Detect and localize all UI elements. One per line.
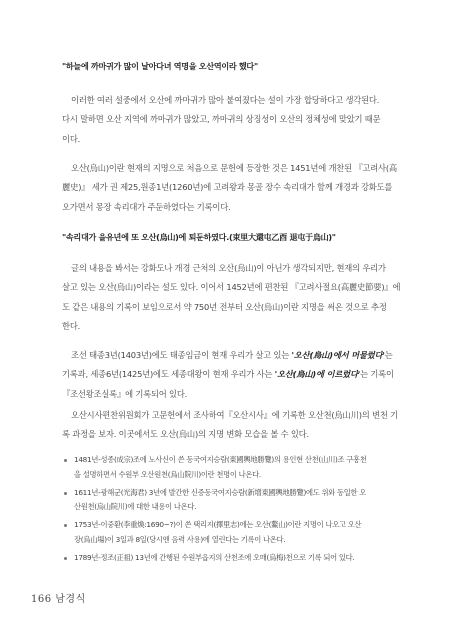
bullet-icon bbox=[64, 524, 67, 527]
paragraph-line: 『조선왕조실록』에 기록되어 있다. bbox=[62, 388, 188, 399]
bullet-icon bbox=[64, 557, 67, 560]
emphasis-text: '오산(烏山)에서 머물렀다' bbox=[291, 350, 385, 360]
paragraph-line: 한다. bbox=[62, 320, 81, 331]
bullet-icon bbox=[64, 492, 67, 495]
paragraph-1 bbox=[62, 91, 422, 149]
paragraph-line: 살고 있는 오산(烏山)이라는 설도 있다. 이어서 1452년에 편찬된 『고려사절요(高麗史節要)』에 bbox=[62, 282, 401, 293]
list-item: 1611년-광해군(光海君) 3년에 발간한 신증동국여지승람(新增東國輿地勝覽)에도 위와 동일한 오 산원천(烏山院川)에 대한 내용이 나온다. bbox=[62, 486, 414, 516]
paragraph-5 bbox=[62, 406, 422, 445]
list-item: 1789년-정조(正祖) 13년에 간행된 수원부읍지의 산천조에 오매(烏梅)천으로 기록 되어 있다. bbox=[62, 551, 414, 566]
paragraph-line: 이다. bbox=[62, 133, 81, 144]
emphasis-text: '오산(烏山)에 이르렀다' bbox=[274, 369, 361, 380]
quote-2: "속리대가 을유년에 또 오산(烏山)에 퇴둔하였다.(束里大還屯乙酉 退屯于烏山)" bbox=[62, 232, 336, 242]
paragraph-4 bbox=[62, 346, 422, 404]
paragraph-line: 오가면서 몽장 속리대가 주둔하였다는 기록이다. bbox=[62, 201, 231, 212]
page-footer: 166 남경식 bbox=[31, 594, 86, 605]
paragraph-2 bbox=[62, 159, 422, 217]
paragraph-line: 글의 내용을 봐서는 강화도나 개경 근처의 오산(烏山)이 아닌가 생각되지만, 현재의 우리가 bbox=[71, 263, 386, 273]
quote-1: "하늘에 까마귀가 많이 날아다녀 역명을 오산역이라 했다" bbox=[62, 61, 258, 71]
bullet-list bbox=[62, 453, 414, 569]
list-item: 1481년-성종(成宗)조에 노사신이 쓴 동국여지승람(東國輿地勝覽)의 용인현 산천(山川)조 구흥천 을 설명하면서 수원부 오산원천(烏山院川)이란 천명이 나온다. bbox=[62, 453, 414, 483]
paragraph-line: 록 과정을 보자. 이곳에서도 오산(烏山)의 지명 변화 모습을 볼 수 있다. bbox=[62, 429, 309, 440]
paragraph-line: 도 같은 내용의 기록이 보임으로서 약 750년 전부터 오산(烏山)이란 지명을 써온 것으로 추정 bbox=[62, 301, 387, 312]
bullet-icon bbox=[64, 459, 67, 462]
paragraph-line: 오산시사편찬위원회가 고문헌에서 조사하여『오산시사』에 기록한 오산천(烏山川)의 변천 기 bbox=[71, 410, 398, 420]
paragraph-line: 조선 태종3년(1403년)에도 태종임금이 현재 우리가 살고 있는 '오산(烏山)에서 머물렀다'는 bbox=[71, 350, 393, 360]
paragraph-line: 麗史)』 세가 권 제25,원종1년(1260년)에 고려왕과 몽골 장수 속리대가 함께 개경과 강화도를 bbox=[62, 182, 393, 193]
paragraph-line: 이러한 여러 설중에서 오산에 까마귀가 많아 붙여졌다는 설이 가장 합당하다고 생각된다. bbox=[71, 95, 380, 105]
paragraph-line: 오산(烏山)이란 현재의 지명으로 처음으로 문헌에 등장한 것은 1451년에 개찬된 『고려사(高 bbox=[71, 163, 398, 173]
paragraph-line: 기록과, 세종6년(1425년)에도 세종대왕이 현재 우리가 사는 '오산(烏山)에 이르렀다'는 기록이 bbox=[62, 369, 394, 380]
paragraph-line: 다시 말하면 오산 지역에 까마귀가 많았고, 까마귀의 상징성이 오산의 정체성에 맞았기 때문 bbox=[62, 114, 381, 125]
paragraph-3 bbox=[62, 259, 422, 336]
list-item: 1753년-이중환(李重煥:1690~?)이 쓴 택리지(擇里志)에는 오산(鰲山)이란 지명이 나오고 오산 장(烏山場)이 3일과 8일(당시엔 음력 사용)에 열린다는 기록이 나온다. bbox=[62, 518, 414, 548]
